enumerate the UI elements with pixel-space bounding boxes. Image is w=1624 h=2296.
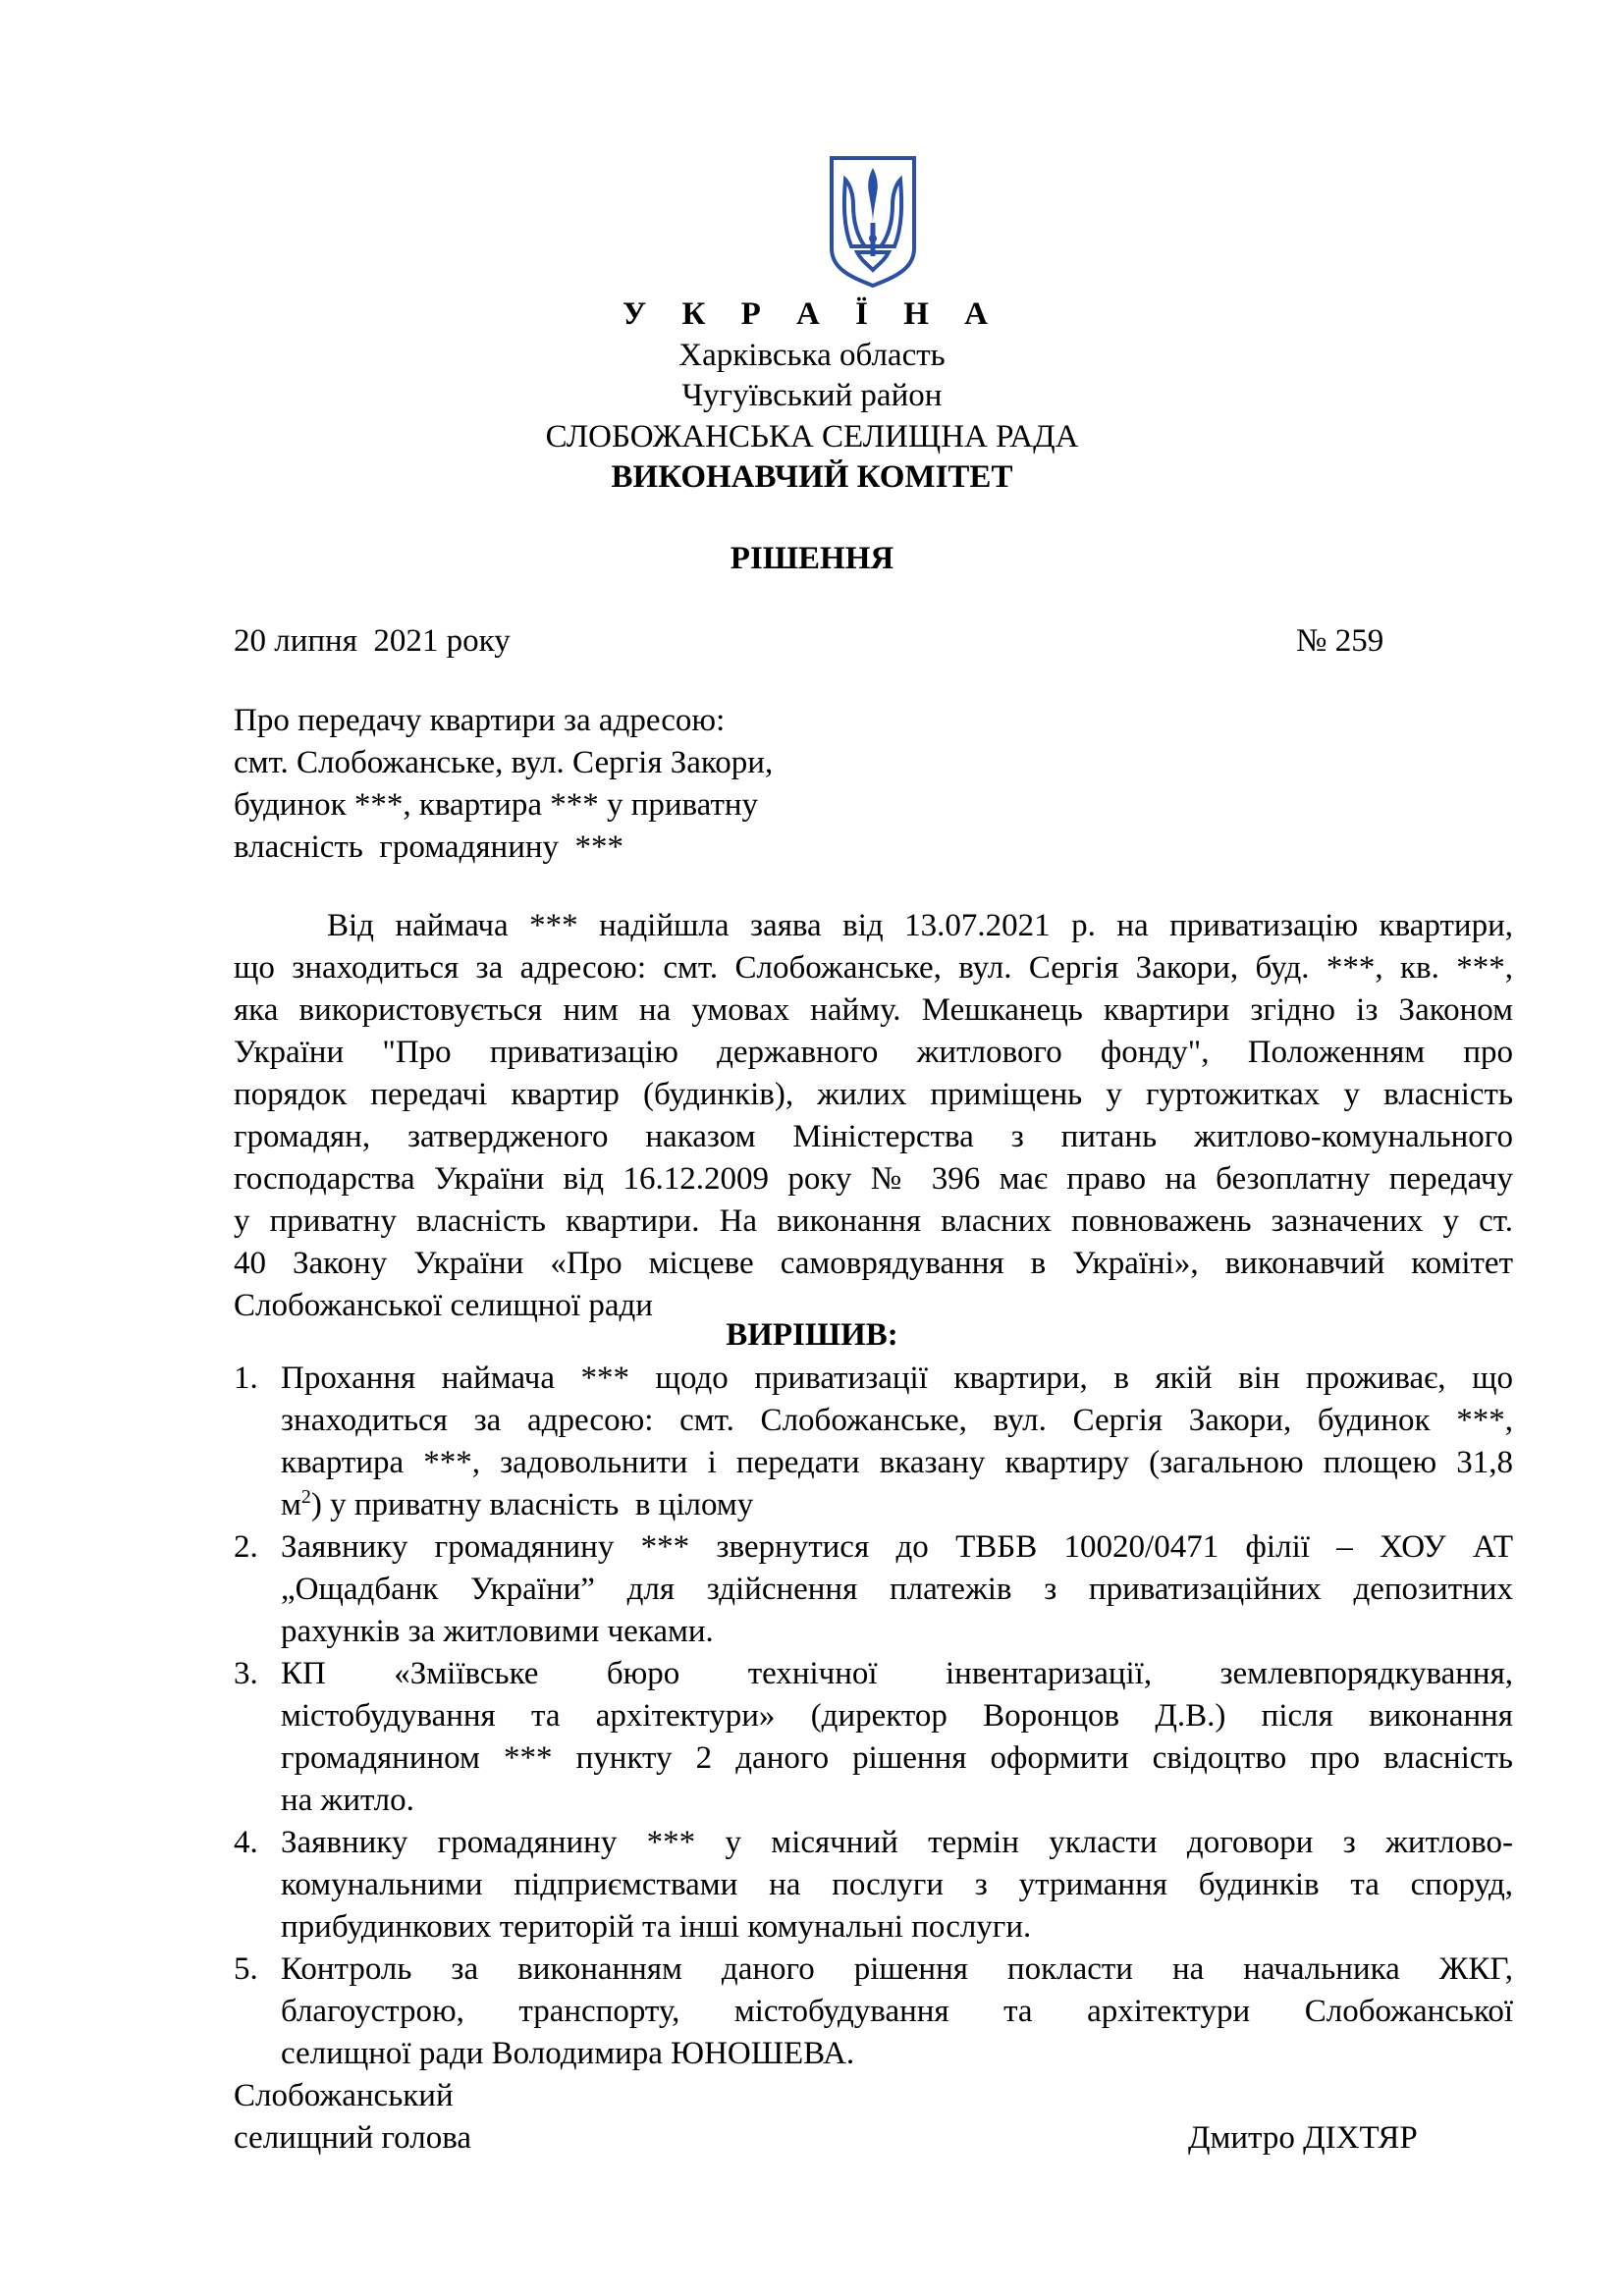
decision-number: № 259 [1296,623,1384,659]
item-line: комунальними підприємствами на послуги з утримання будинків та споруд, [281,1867,1513,1902]
preamble-line: у приватну власність квартири. На виконання власних повноважень зазначених у ст. [234,1203,1513,1239]
country-name: У К Р А Ї Н А [623,296,1001,332]
decision-date: 20 липня 2021 року [234,623,511,659]
preamble-paragraph [234,905,1513,1327]
item-line: благоустрою, транспорту, містобудування та архітектури Слобожанської [281,1994,1513,2029]
council-name: СЛОБОЖАНСЬКА СЕЛИЩНА РАДА [545,419,1079,454]
preamble-line: 40 Закону України «Про місцеве самоврядування в Україні», виконавчий комітет [234,1246,1513,1281]
item-line: „Ощадбанк України” для здійснення платежів з приватизаційних депозитних [281,1572,1513,1607]
item-line [281,1484,1513,1526]
signatory-name: Дмитро ДІХТЯР [1188,2120,1418,2156]
item-line: громадянином *** пункту 2 даного рішення оформити свідоцтво про власність [281,1740,1513,1776]
subject-line: смт. Слобожанське, вул. Сергія Закори, [234,745,774,780]
region-name: Харківська область [678,338,946,373]
document-type-title: РІШЕННЯ [730,541,894,576]
item-line: селищної ради Володимира ЮНОШЕВА. [281,2036,855,2071]
item-number: 1. [234,1361,258,1396]
item-line: квартира ***, задовольнити і передати вказану квартиру (загальною площею 31,8 [281,1445,1513,1480]
subject-line: власність громадянину *** [234,829,624,865]
signatory-position-line1: Слобожанський [234,2078,454,2113]
item-line: знаходиться за адресою: смт. Слобожанське, вул. Сергія Закори, будинок ***, [281,1403,1513,1438]
decision-subject [234,700,921,869]
item-line: Прохання наймача *** щодо приватизації квартири, в якій він проживає, що [281,1361,1513,1396]
resolution-list [234,1358,1513,2160]
ukraine-trident-emblem-icon [828,154,918,289]
resolution-heading: ВИРІШИВ: [726,1317,898,1353]
item-line: на житло. [281,1783,414,1818]
preamble-line: господарства України від 16.12.2009 року № 396 має право на безоплатну передачу [234,1161,1513,1197]
item-line: Заявнику громадянину *** звернутися до ТВБВ 10020/0471 філії – ХОУ АТ [281,1529,1513,1565]
preamble-line: Від наймача *** надійшла заява від 13.07.2021 р. на приватизацію квартири, [327,908,1513,943]
committee-name: ВИКОНАВЧИЙ КОМІТЕТ [611,459,1013,495]
preamble-line: громадян, затвердженого наказом Міністерства з питань житлово-комунального [234,1119,1513,1154]
signature-block [234,2075,1513,2160]
item-number: 4. [234,1825,258,1860]
area-unit-superscript: 2 [300,1486,311,1508]
preamble-line: Слобожанської селищної ради [234,1288,653,1323]
item-number: 5. [234,1951,258,1987]
subject-line: будинок ***, квартира *** у приватну [234,787,759,823]
preamble-line: порядок передачі квартир (будинків), жилих приміщень у гуртожитках у власність [234,1077,1513,1112]
area-unit: м [281,1487,301,1522]
item-line: Заявнику громадянину *** у місячний термін укласти договори з житлово- [281,1825,1513,1860]
item-line: Контроль за виконанням даного рішення покласти на начальника ЖКГ, [281,1951,1513,1987]
resolution-item [234,1949,1513,2075]
item-number: 2. [234,1529,258,1565]
item-line: прибудинкових територій та інші комунальні послуги. [281,1909,1032,1945]
item-line: рахунків за житловими чеками. [281,1614,714,1649]
preamble-line: яка використовується ним на умовах найму. Мешканець квартири згідно із Законом [234,992,1513,1028]
item-line: КП «Зміївське бюро технічної інвентаризації, землевпорядкування, [281,1656,1513,1691]
resolution-item [234,1526,1513,1653]
preamble-line: що знаходиться за адресою: смт. Слобожанське, вул. Сергія Закори, буд. ***, кв. ***, [234,950,1513,986]
resolution-item [234,1358,1513,1526]
resolution-item [234,1653,1513,1822]
item-line-tail: ) у приватну власність в цілому [310,1487,754,1522]
district-name: Чугуївський район [681,378,943,413]
item-line: містобудування та архітектури» (директор Воронцов Д.В.) після виконання [281,1698,1513,1734]
signatory-position-line2: селищний голова [234,2120,472,2156]
preamble-line: України "Про приватизацію державного житлового фонду", Положенням про [234,1035,1513,1070]
item-number: 3. [234,1656,258,1691]
resolution-item [234,1822,1513,1949]
subject-line: Про передачу квартири за адресою: [234,703,726,738]
